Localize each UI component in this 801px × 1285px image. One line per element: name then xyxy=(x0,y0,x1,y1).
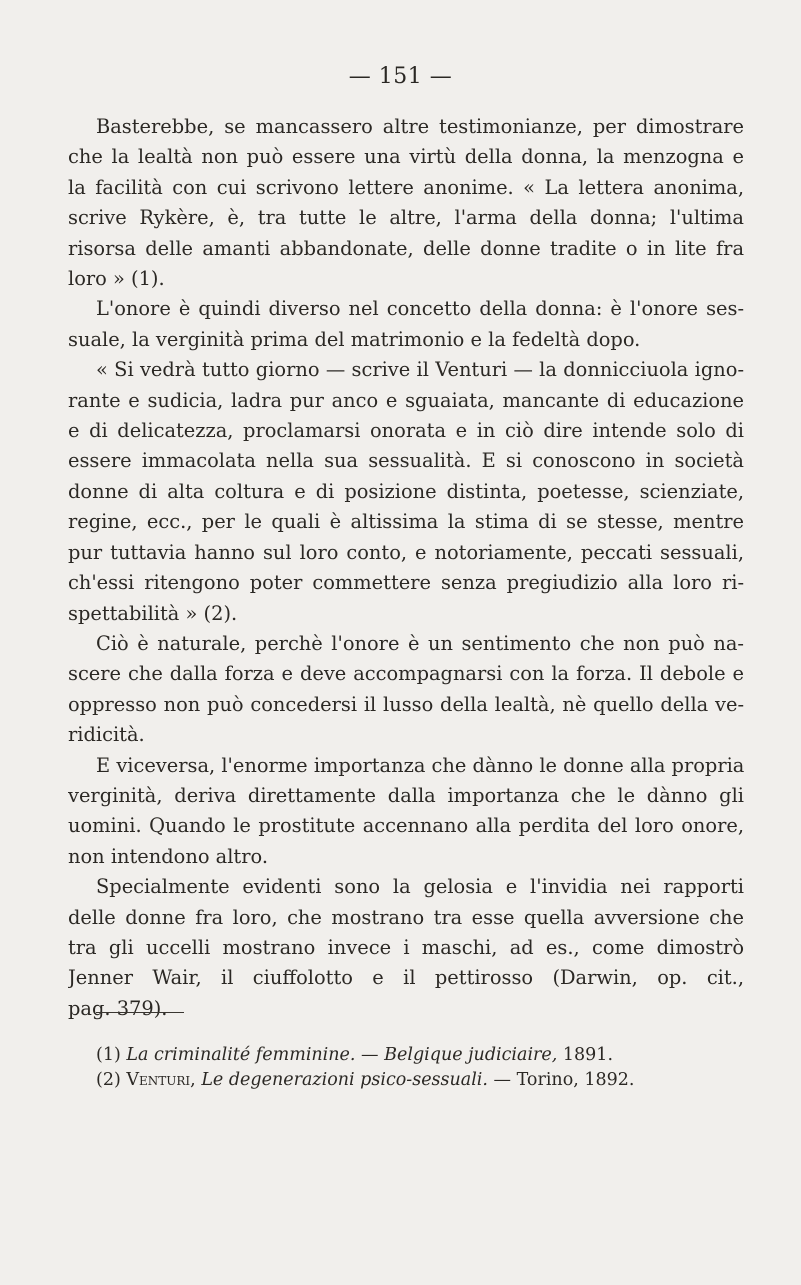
page-number: — 151 — xyxy=(348,64,453,89)
text-line: suale, la verginità prima del matrimonio e la fedeltà dopo. xyxy=(68,327,641,351)
text-line: L'onore è quindi diverso nel concetto della donna: è l'onore ses- xyxy=(96,297,744,321)
text-line: regine, ecc., per le quali è altissima la stima di se stesse, mentre xyxy=(68,510,744,534)
text-line: pur tuttavia hanno sul loro conto, e notoriamente, peccati sessuali, xyxy=(68,540,744,564)
paragraph xyxy=(68,112,744,294)
text-line: la facilità con cui scrivono lettere anonime. « La lettera anonima, xyxy=(68,175,744,199)
text-line: Specialmente evidenti sono la gelosia e l'invidia nei rapporti xyxy=(96,875,744,899)
text-line: e di delicatezza, proclamarsi onorata e in ciò dire intende solo di xyxy=(68,419,744,443)
text-line: pag. 379). xyxy=(68,996,168,1020)
footnote-marker: (2) xyxy=(96,1070,121,1090)
text-line: non intendono altro. xyxy=(68,844,268,868)
text-line: ch'essi ritengono poter commettere senza pregiudizio alla loro ri- xyxy=(68,571,744,595)
body-text xyxy=(68,112,744,1024)
text-line: delle donne fra loro, che mostrano tra esse quella avversione che xyxy=(68,905,744,929)
text-line: risorsa delle amanti abbandonate, delle donne tradite o in lite fra xyxy=(68,236,744,260)
text-line: spettabilità » (2). xyxy=(68,601,238,625)
footnote-2 xyxy=(96,1068,736,1093)
text-line: rante e sudicia, ladra pur anco e sguaiata, mancante di educazione xyxy=(68,388,744,412)
footnote-author: Venturi, xyxy=(126,1070,196,1090)
footnote-rest: — Torino, 1892. xyxy=(487,1070,635,1090)
text-line: verginità, deriva direttamente dalla importanza che le dànno gli xyxy=(68,783,744,807)
paragraph xyxy=(68,872,744,1024)
paragraph xyxy=(68,751,744,873)
text-line: Jenner Wair, il ciuffolotto e il pettirosso (Darwin, op. cit., xyxy=(68,966,744,990)
paragraph xyxy=(68,355,744,629)
text-line: uomini. Quando le prostitute accennano alla perdita del loro onore, xyxy=(68,814,744,838)
text-line: Ciò è naturale, perchè l'onore è un sentimento che non può na- xyxy=(96,631,744,655)
footnote-title: La criminalité femminine. xyxy=(126,1045,356,1065)
text-line: scrive Rykère, è, tra tutte le altre, l'arma della donna; l'ultima xyxy=(68,206,744,230)
text-line: scere che dalla forza e deve accompagnarsi con la forza. Il debole e xyxy=(68,662,744,686)
text-line: essere immacolata nella sua sessualità. E si conoscono in società xyxy=(68,449,744,473)
text-line: donne di alta coltura e di posizione distinta, poetesse, scienziate, xyxy=(68,479,744,503)
text-line: E viceversa, l'enorme importanza che dànno le donne alla propria xyxy=(96,753,744,777)
paragraph xyxy=(68,294,744,355)
text-line: Basterebbe, se mancassero altre testimonianze, per dimostrare xyxy=(96,115,744,138)
footnote-rest: 1891. xyxy=(557,1045,614,1065)
text-line: oppresso non può concedersi il lusso della lealtà, nè quello della ve- xyxy=(68,692,744,716)
text-line: ridicità. xyxy=(68,723,145,747)
footnote-divider xyxy=(96,1012,184,1013)
text-line: che la lealtà non può essere una virtù della donna, la menzogna e xyxy=(68,145,744,169)
footnote-1 xyxy=(96,1043,736,1068)
footnote-title: Le degenerazioni psico-sessuali. xyxy=(201,1070,488,1090)
footnotes xyxy=(96,1043,736,1093)
text-line: loro » (1). xyxy=(68,267,165,291)
footnote-marker: (1) xyxy=(96,1045,121,1065)
text-line: « Si vedrà tutto giorno — scrive il Venturi — la donnicciuola igno- xyxy=(96,358,744,382)
footnote-source: Belgique judiciaire, xyxy=(384,1045,558,1065)
text-line: tra gli uccelli mostrano invece i maschi, ad es., come dimostrò xyxy=(68,935,744,959)
paragraph xyxy=(68,629,744,751)
footnote-separator: — xyxy=(355,1045,385,1065)
